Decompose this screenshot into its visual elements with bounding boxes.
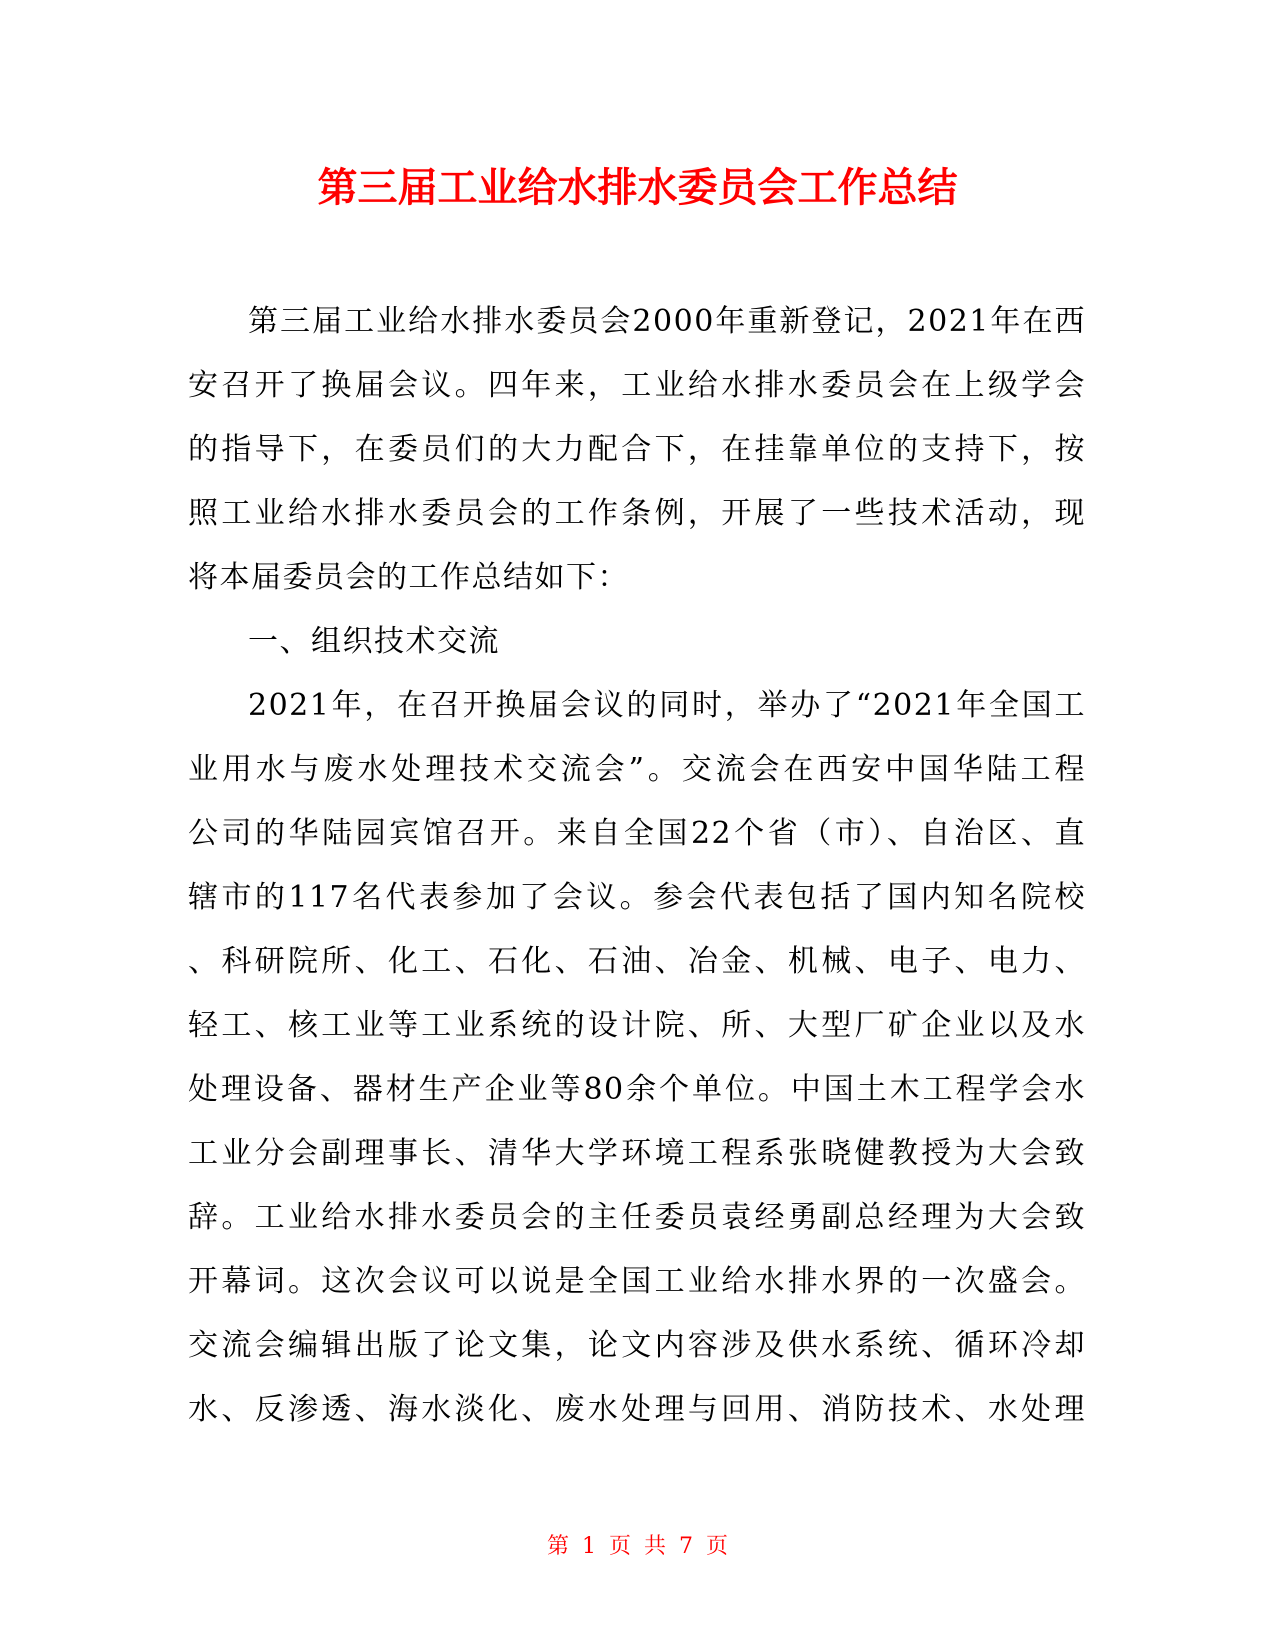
paragraph-line: 水、反渗透、海水淡化、废水处理与回用、消防技术、水处理 bbox=[188, 1392, 1086, 1427]
paragraph-line: 工业分会副理事长、清华大学环境工程系张晓健教授为大会致 bbox=[188, 1136, 1086, 1171]
paragraph-line: 将本届委员会的工作总结如下： bbox=[188, 560, 629, 595]
section-heading: 一、组织技术交流 bbox=[248, 624, 500, 659]
paragraph-line: 公司的华陆园宾馆召开。来自全国22个省（市）、自治区、直 bbox=[188, 816, 1086, 851]
paragraph-line: 安召开了换届会议。四年来，工业给水排水委员会在上级学会 bbox=[188, 368, 1086, 403]
paragraph-line: 开幕词。这次会议可以说是全国工业给水排水界的一次盛会。 bbox=[188, 1264, 1086, 1299]
paragraph-line: 轻工、核工业等工业系统的设计院、所、大型厂矿企业以及水 bbox=[188, 1008, 1086, 1043]
paragraph-line: 处理设备、器材生产企业等80余个单位。中国土木工程学会水 bbox=[188, 1072, 1086, 1107]
paragraph-line: 交流会编辑出版了论文集，论文内容涉及供水系统、循环冷却 bbox=[188, 1328, 1086, 1363]
paragraph-line: 照工业给水排水委员会的工作条例，开展了一些技术活动，现 bbox=[188, 496, 1086, 531]
paragraph-line: 业用水与废水处理技术交流会”。交流会在西安中国华陆工程 bbox=[188, 752, 1086, 787]
document-title: 第三届工业给水排水委员会工作总结 bbox=[317, 165, 958, 211]
paragraph-line: 第三届工业给水排水委员会2000年重新登记，2021年在西 bbox=[248, 304, 1086, 339]
paragraph-line: 2021年，在召开换届会议的同时，举办了“2021年全国工 bbox=[248, 688, 1086, 723]
document-body bbox=[188, 290, 1086, 1442]
paragraph-line: 的指导下，在委员们的大力配合下，在挂靠单位的支持下，按 bbox=[188, 432, 1086, 467]
paragraph-line: 、科研院所、化工、石化、石油、冶金、机械、电子、电力、 bbox=[188, 944, 1086, 979]
paragraph-line: 辞。工业给水排水委员会的主任委员袁经勇副总经理为大会致 bbox=[188, 1200, 1086, 1235]
paragraph-line: 辖市的117名代表参加了会议。参会代表包括了国内知名院校 bbox=[188, 880, 1086, 915]
page-number-footer: 第 1 页 共 7 页 bbox=[547, 1534, 728, 1559]
